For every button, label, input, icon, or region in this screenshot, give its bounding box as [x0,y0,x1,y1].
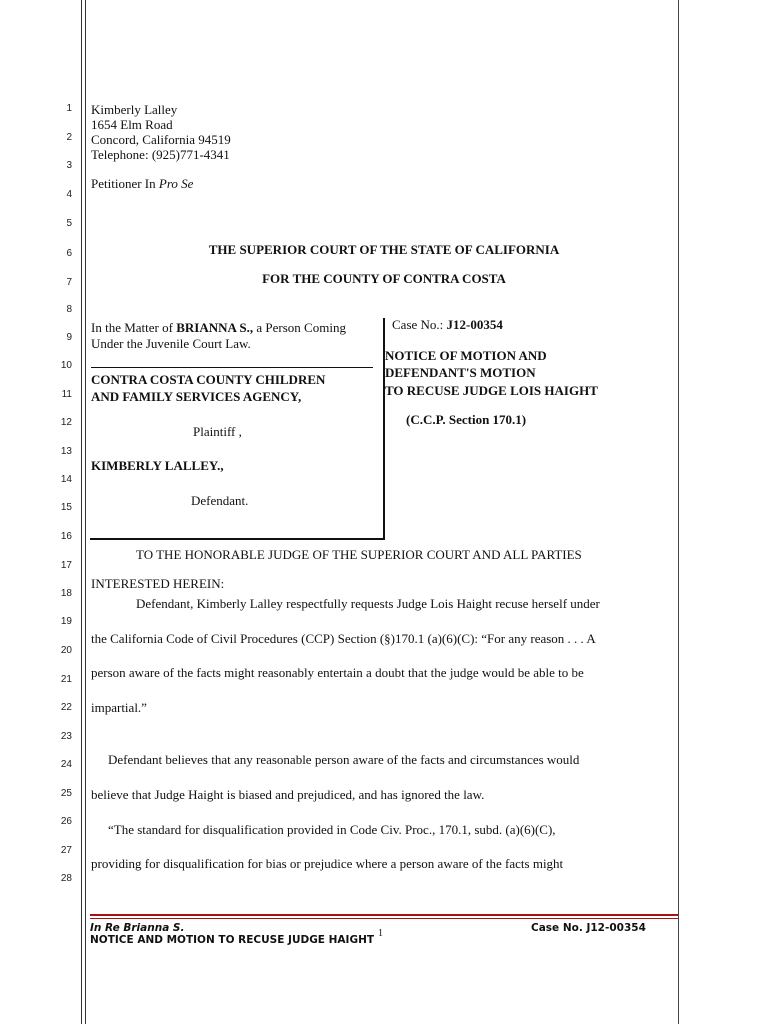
court-heading-line2: FOR THE COUNTY OF CONTRA COSTA [262,271,506,286]
line-number: 7 [66,277,72,288]
matter-prefix: In the Matter of [91,320,177,335]
line-number: 11 [61,389,72,400]
line-number: 15 [60,502,72,513]
caption-divider [91,367,373,368]
line-number: 8 [66,304,72,315]
body-p1-line2: INTERESTED HEREIN: [91,576,225,591]
defendant-name: KIMBERLY LALLEY., [91,458,224,473]
line-number: 19 [60,616,72,627]
line-number: 20 [60,645,72,656]
case-title-line3: TO RECUSE JUDGE LOIS HAIGHT [385,383,598,398]
footer-case-number: Case No. J12-00354 [531,922,646,934]
line-number: 3 [66,160,72,171]
line-number: 5 [66,218,72,229]
body-p2-line4: impartial.” [91,700,147,715]
case-number-value: J12-00354 [446,317,503,332]
body-p4-line1: “The standard for disqualification provided in Code Civ. Proc., 170.1, subd. (a)(6)(C), [108,822,556,837]
body-p2-line3: person aware of the facts might reasonably entertain a doubt that the judge would be able to be [91,665,584,680]
line-number: 23 [60,731,72,742]
petitioner-phone: Telephone: (925)771-4341 [91,147,230,162]
petitioner-role-prefix: Petitioner In [91,176,159,191]
body-p3-line1: Defendant believes that any reasonable person aware of the facts and circumstances would [108,752,580,767]
matter-line2: Under the Juvenile Court Law. [91,336,251,351]
body-p2-line1: Defendant, Kimberly Lalley respectfully requests Judge Lois Haight recuse herself under [136,596,600,611]
agency-line2: AND FAMILY SERVICES AGENCY, [91,389,302,404]
case-title-line1: NOTICE OF MOTION AND [385,348,547,363]
line-number: 22 [60,702,72,713]
line-number: 27 [60,845,72,856]
footer-rule-bottom [90,918,678,919]
line-number: 21 [60,674,72,685]
line-number: 16 [60,531,72,542]
plaintiff-label: Plaintiff , [193,424,242,439]
line-number: 1 [66,103,72,114]
petitioner-name: Kimberly Lalley [91,102,178,117]
defendant-label: Defendant. [191,493,249,508]
left-margin-rule [81,0,82,1024]
line-number: 6 [66,248,72,259]
body-p1-line1: TO THE HONORABLE JUDGE OF THE SUPERIOR COURT AND ALL PARTIES [136,547,582,562]
case-number [392,317,503,332]
line-number: 24 [60,759,72,770]
agency-line1: CONTRA COSTA COUNTY CHILDREN [91,372,326,387]
line-number: 9 [66,332,72,343]
court-heading-line1: THE SUPERIOR COURT OF THE STATE OF CALIFORNIA [208,242,560,257]
footer-rule-top [90,914,678,916]
petitioner-address-line1: 1654 Elm Road [91,117,173,132]
footer-case-caption: In Re Brianna S. [90,922,185,934]
caption-box-bottom-border [90,538,385,540]
petitioner-role [91,176,193,191]
line-number: 14 [60,474,72,485]
matter-suffix: a Person Coming [253,320,346,335]
line-number: 25 [60,788,72,799]
line-number: 12 [60,417,72,428]
line-number: 28 [60,873,72,884]
line-number: 2 [66,132,72,143]
line-number: 18 [60,588,72,599]
body-p2-line2: the California Code of Civil Procedures (CCP) Section (§)170.1 (a)(6)(C): “For any reason . . . A [91,631,596,646]
line-number: 13 [60,446,72,457]
matter-line1 [91,320,346,335]
petitioner-address-line2: Concord, California 94519 [91,132,231,147]
body-p4-line2: providing for disqualification for bias or prejudice where a person aware of the facts might [91,856,564,871]
matter-name: BRIANNA S., [176,320,254,335]
petitioner-role-italic: Pro Se [158,176,194,191]
line-number: 10 [60,360,72,371]
footer-page-number: 1 [378,928,383,939]
body-p3-line2: believe that Judge Haight is biased and prejudiced, and has ignored the law. [91,787,485,802]
case-number-label: Case No.: [392,317,447,332]
case-section: (C.C.P. Section 170.1) [406,412,527,427]
line-number: 4 [66,189,72,200]
case-title-line2: DEFENDANT'S MOTION [385,365,536,380]
line-number: 17 [60,560,72,571]
line-number: 26 [60,816,72,827]
right-margin-rule [678,0,679,1024]
footer-document-title: NOTICE AND MOTION TO RECUSE JUDGE HAIGHT [90,934,375,946]
left-margin-rule-inner [85,0,86,1024]
